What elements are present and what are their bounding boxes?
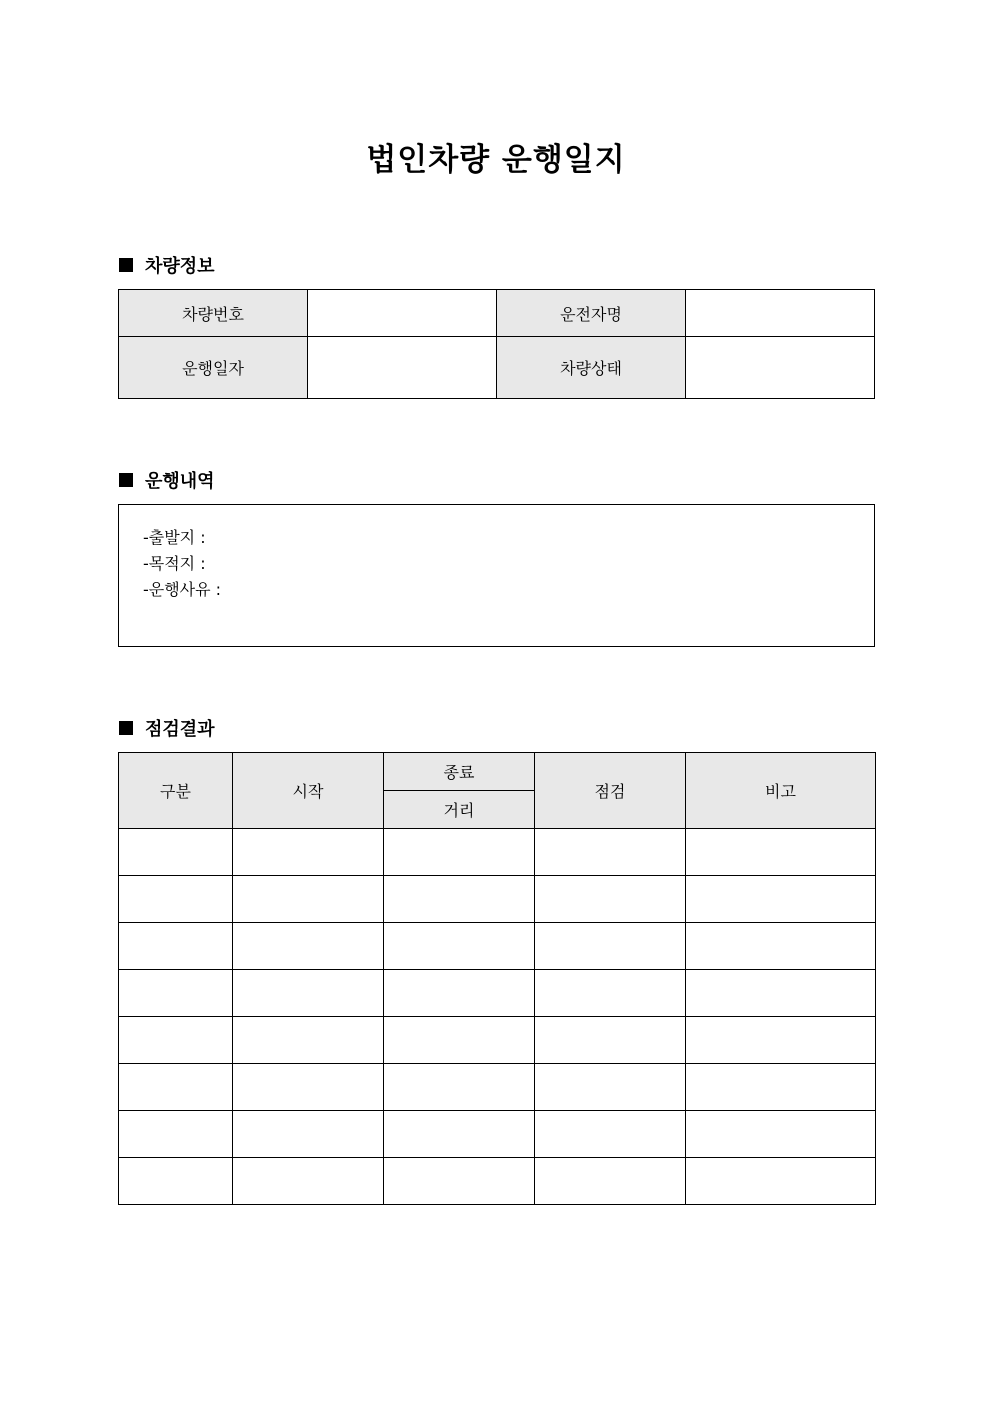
table-cell[interactable]: [384, 1064, 535, 1111]
table-cell[interactable]: [233, 1158, 384, 1205]
column-header-category: 구분: [119, 753, 233, 829]
section-heading-label: 차량정보: [145, 256, 215, 277]
table-row: [119, 970, 876, 1017]
table-row: [119, 1064, 876, 1111]
table-cell[interactable]: [119, 1017, 233, 1064]
table-cell[interactable]: [233, 1111, 384, 1158]
table-cell[interactable]: [686, 829, 876, 876]
table-cell[interactable]: [384, 829, 535, 876]
table-cell[interactable]: [119, 923, 233, 970]
table-row: [119, 1158, 876, 1205]
label-driver-name: 운전자명: [497, 290, 686, 337]
table-cell[interactable]: [686, 1111, 876, 1158]
table-cell[interactable]: [233, 829, 384, 876]
table-cell[interactable]: [384, 1158, 535, 1205]
table-cell[interactable]: [119, 829, 233, 876]
label-vehicle-number: 차량번호: [119, 290, 308, 337]
table-row: [119, 1017, 876, 1064]
table-cell[interactable]: [119, 970, 233, 1017]
destination-line: -목적지 :: [143, 554, 206, 573]
reason-line: -운행사유 :: [143, 580, 222, 599]
drive-details-box[interactable]: [118, 504, 875, 647]
drive-date-field[interactable]: [308, 337, 497, 399]
inspection-table: [118, 752, 876, 1205]
table-cell[interactable]: [686, 1017, 876, 1064]
table-cell[interactable]: [119, 1111, 233, 1158]
label-vehicle-status: 차량상태: [497, 337, 686, 399]
table-cell[interactable]: [233, 923, 384, 970]
table-cell[interactable]: [686, 923, 876, 970]
label-drive-date: 운행일자: [119, 337, 308, 399]
table-cell[interactable]: [535, 876, 686, 923]
table-cell[interactable]: [384, 876, 535, 923]
table-cell[interactable]: [384, 1017, 535, 1064]
table-cell[interactable]: [384, 923, 535, 970]
section-heading-label: 운행내역: [145, 471, 215, 492]
table-row: [119, 876, 876, 923]
table-cell[interactable]: [686, 1064, 876, 1111]
section-heading-inspection: [119, 716, 215, 740]
table-cell[interactable]: [233, 1017, 384, 1064]
section-heading-drive-details: [119, 468, 215, 492]
column-header-distance: 거리: [384, 791, 535, 829]
section-heading-label: 점검결과: [145, 719, 215, 740]
table-cell[interactable]: [535, 923, 686, 970]
departure-line: -출발지 :: [143, 528, 206, 547]
table-cell[interactable]: [384, 970, 535, 1017]
table-cell[interactable]: [119, 1064, 233, 1111]
column-header-start: 시작: [233, 753, 384, 829]
table-cell[interactable]: [233, 876, 384, 923]
table-cell[interactable]: [233, 970, 384, 1017]
column-header-end: 종료: [384, 753, 535, 791]
table-cell[interactable]: [686, 876, 876, 923]
table-cell[interactable]: [535, 1111, 686, 1158]
table-cell[interactable]: [233, 1064, 384, 1111]
table-cell[interactable]: [686, 970, 876, 1017]
table-cell[interactable]: [535, 1064, 686, 1111]
table-cell[interactable]: [535, 829, 686, 876]
table-cell[interactable]: [119, 876, 233, 923]
square-bullet-icon: [119, 721, 133, 735]
table-row: [119, 1111, 876, 1158]
page-title: 법인차량 운행일지: [366, 142, 626, 178]
table-cell[interactable]: [119, 1158, 233, 1205]
column-header-note: 비고: [686, 753, 876, 829]
table-row: [119, 829, 876, 876]
vehicle-number-field[interactable]: [308, 290, 497, 337]
table-cell[interactable]: [686, 1158, 876, 1205]
table-cell[interactable]: [535, 970, 686, 1017]
vehicle-status-field[interactable]: [686, 337, 875, 399]
table-row: [119, 923, 876, 970]
square-bullet-icon: [119, 258, 133, 272]
section-heading-vehicle-info: [119, 253, 215, 277]
square-bullet-icon: [119, 473, 133, 487]
column-header-check: 점검: [535, 753, 686, 829]
table-cell[interactable]: [535, 1158, 686, 1205]
table-cell[interactable]: [384, 1111, 535, 1158]
vehicle-info-table: [118, 289, 875, 399]
driver-name-field[interactable]: [686, 290, 875, 337]
table-cell[interactable]: [535, 1017, 686, 1064]
